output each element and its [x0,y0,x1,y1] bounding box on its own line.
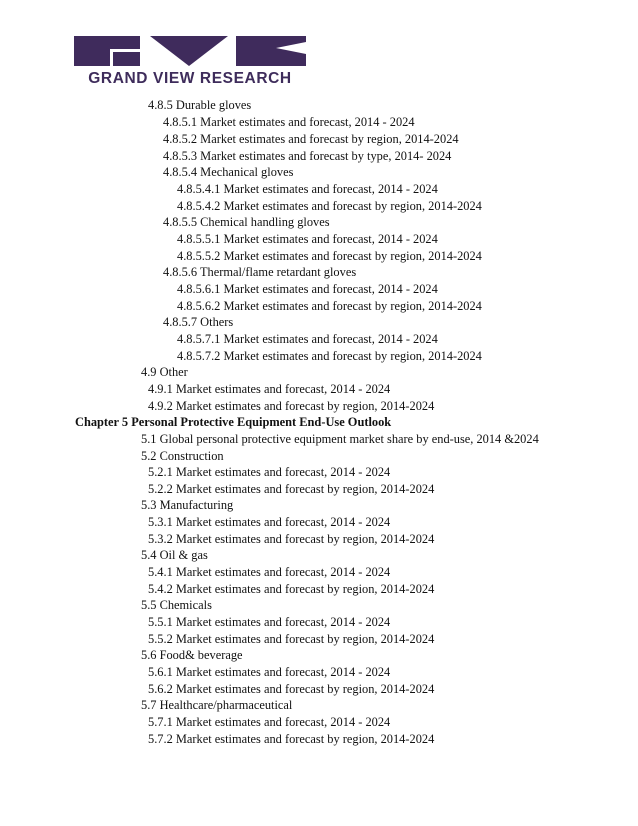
toc-entry: 5.6.1 Market estimates and forecast, 2014 - 2024 [148,665,391,679]
toc-entry: 5.7.1 Market estimates and forecast, 2014 - 2024 [148,715,391,729]
toc-entry: 4.8.5.7.1 Market estimates and forecast, 2014 - 2024 [177,332,438,346]
toc-entry: 4.8.5.2 Market estimates and forecast by region, 2014-2024 [163,132,459,146]
toc-entry: 5.3 Manufacturing [141,498,234,512]
toc-entry: 5.6.2 Market estimates and forecast by region, 2014-2024 [148,682,435,696]
toc-entry: 4.9.2 Market estimates and forecast by region, 2014-2024 [148,399,435,413]
toc-entry: 5.6 Food& beverage [141,648,243,662]
toc-entry: 4.8.5.7.2 Market estimates and forecast by region, 2014-2024 [177,349,482,363]
toc-entry: 5.2 Construction [141,449,224,463]
logo-text: GRAND VIEW RESEARCH [88,70,292,87]
toc-entry: 4.8.5.6.2 Market estimates and forecast by region, 2014-2024 [177,299,482,313]
toc-entry: 5.1 Global personal protective equipment market share by end-use, 2014 &2024 [141,432,539,446]
toc-entry: 4.8.5.5.1 Market estimates and forecast, 2014 - 2024 [177,232,438,246]
toc-entry: 5.7.2 Market estimates and forecast by region, 2014-2024 [148,732,435,746]
toc-entry: 4.8.5.7 Others [163,315,234,329]
toc-entry: 4.8.5.3 Market estimates and forecast by type, 2014- 2024 [163,149,452,163]
toc-entry: 5.3.2 Market estimates and forecast by region, 2014-2024 [148,532,435,546]
toc-entry: 5.5 Chemicals [141,598,212,612]
toc-entry: 4.8.5.5.2 Market estimates and forecast by region, 2014-2024 [177,249,482,263]
toc-entry: 4.8.5.6.1 Market estimates and forecast, 2014 - 2024 [177,282,438,296]
toc-entry: 5.2.1 Market estimates and forecast, 2014 - 2024 [148,465,391,479]
grand-view-research-logo [74,36,306,90]
toc-entry: 4.8.5.4.2 Market estimates and forecast by region, 2014-2024 [177,199,482,213]
toc-entry: 5.4.2 Market estimates and forecast by region, 2014-2024 [148,582,435,596]
toc-entry: 4.9.1 Market estimates and forecast, 2014 - 2024 [148,382,391,396]
toc-entry: 4.9 Other [141,365,188,379]
toc-entry: 5.5.2 Market estimates and forecast by region, 2014-2024 [148,632,435,646]
toc-entry: 5.2.2 Market estimates and forecast by region, 2014-2024 [148,482,435,496]
toc-entry: 4.8.5.6 Thermal/flame retardant gloves [163,265,357,279]
toc-entry: 5.3.1 Market estimates and forecast, 2014 - 2024 [148,515,391,529]
toc-entry: 5.4 Oil & gas [141,548,208,562]
toc-entry: 4.8.5 Durable gloves [148,98,252,112]
logo-mark [74,36,306,68]
toc-entry: 4.8.5.5 Chemical handling gloves [163,215,330,229]
toc-entry: 5.5.1 Market estimates and forecast, 2014 - 2024 [148,615,391,629]
toc-entry: 4.8.5.4 Mechanical gloves [163,165,294,179]
toc-entry: 4.8.5.4.1 Market estimates and forecast, 2014 - 2024 [177,182,438,196]
toc-entry: 5.4.1 Market estimates and forecast, 2014 - 2024 [148,565,391,579]
chapter-heading: Chapter 5 Personal Protective Equipment End-Use Outlook [75,415,392,429]
toc-entry: 5.7 Healthcare/pharmaceutical [141,698,293,712]
toc-entry: 4.8.5.1 Market estimates and forecast, 2014 - 2024 [163,115,415,129]
